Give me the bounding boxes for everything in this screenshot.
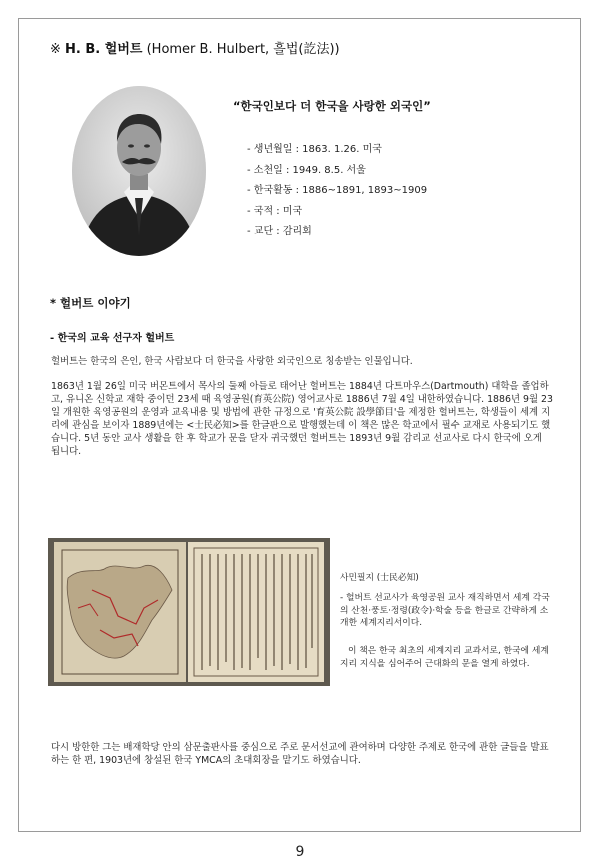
fact-birth: - 생년월일 : 1863. 1.26. 미국 [247,144,382,155]
intro-paragraph: 헐버트는 한국의 은인, 한국 사람보다 더 한국을 사랑한 외국인으로 칭송받는 인물입니다. [51,356,413,367]
fact-death: - 소천일 : 1949. 8.5. 서울 [247,164,366,176]
heading-alt-name: (Homer B. Hulbert, 흘법(訖法)) [146,42,340,57]
subsection-title: - 한국의 교육 선구자 헐버트 [50,333,175,344]
bio-paragraph: 1863년 1월 26일 미국 버몬트에서 목사의 둘째 아들로 태어난 헐버트는 1884년 다트마우스(Dartmouth) 대학을 졸업하고, 유니온 신학교 재학 중이던 23세 때 육영공원(育英公院) 영어교사로 1886년 7월 4일 내한하였습니다. 1886년 9월 23일 개원한 육영공원의 운영과 교육내용 및 방법에 관한 규정으로 '育英公院 設學節目'을 제정한 헐버트는, 학생들이 세계 지리에 관심을 보이자 1889년에는 <士民必知>를 한글판으로 발행했는데 이 책은 많은 학교에서 필수 교재로 사용되기도 했습니다. 5년 동안 교사 생활을 한 후 학교가 문을 닫자 귀국했던 헐버트는 1893년 9월 감리교 선교사로 다시 한국에 오게 됩니다. [51,381,553,457]
reference-mark: ※ [50,42,61,57]
heading-name: H. B. 헐버트 [65,42,143,57]
page-number: 9 [295,844,305,860]
fact-nationality: - 국적 : 미국 [247,205,303,217]
figure-caption-title: 사민필지 (士民必知) [340,573,419,583]
section-title: * 헐버트 이야기 [50,296,131,310]
quote-headline: “한국인보다 더 한국을 사랑한 외국인” [233,99,431,113]
closing-paragraph: 다시 방한한 그는 배재학당 안의 삼문출판사를 중심으로 주로 문서선교에 관여하며 다양한 주제로 한국에 관한 글들을 발표하는 한 편, 1903년에 창설된 한국 YMCA의 초대회장을 맡기도 하였습니다. [51,742,549,766]
portrait-photo [72,86,206,256]
fact-denomination: - 교단 : 감리회 [247,226,312,238]
profile-facts [247,143,427,246]
page-heading [50,38,340,57]
figure-caption-text: - 헐버트 선교사가 육영공원 교사 재직하면서 세계 각국의 산천·풍토·정령(政令)·학술 등을 한글로 간략하게 소개한 세계지리서이다. [340,593,550,628]
fact-activity: - 한국활동 : 1886~1891, 1893~1909 [247,185,428,197]
book-photo [48,538,330,686]
figure-caption-note: 이 책은 한국 최초의 세계지리 교과서로, 한국에 세계지리 지식을 심어주어 근대화의 문을 열게 하였다. [340,646,549,669]
